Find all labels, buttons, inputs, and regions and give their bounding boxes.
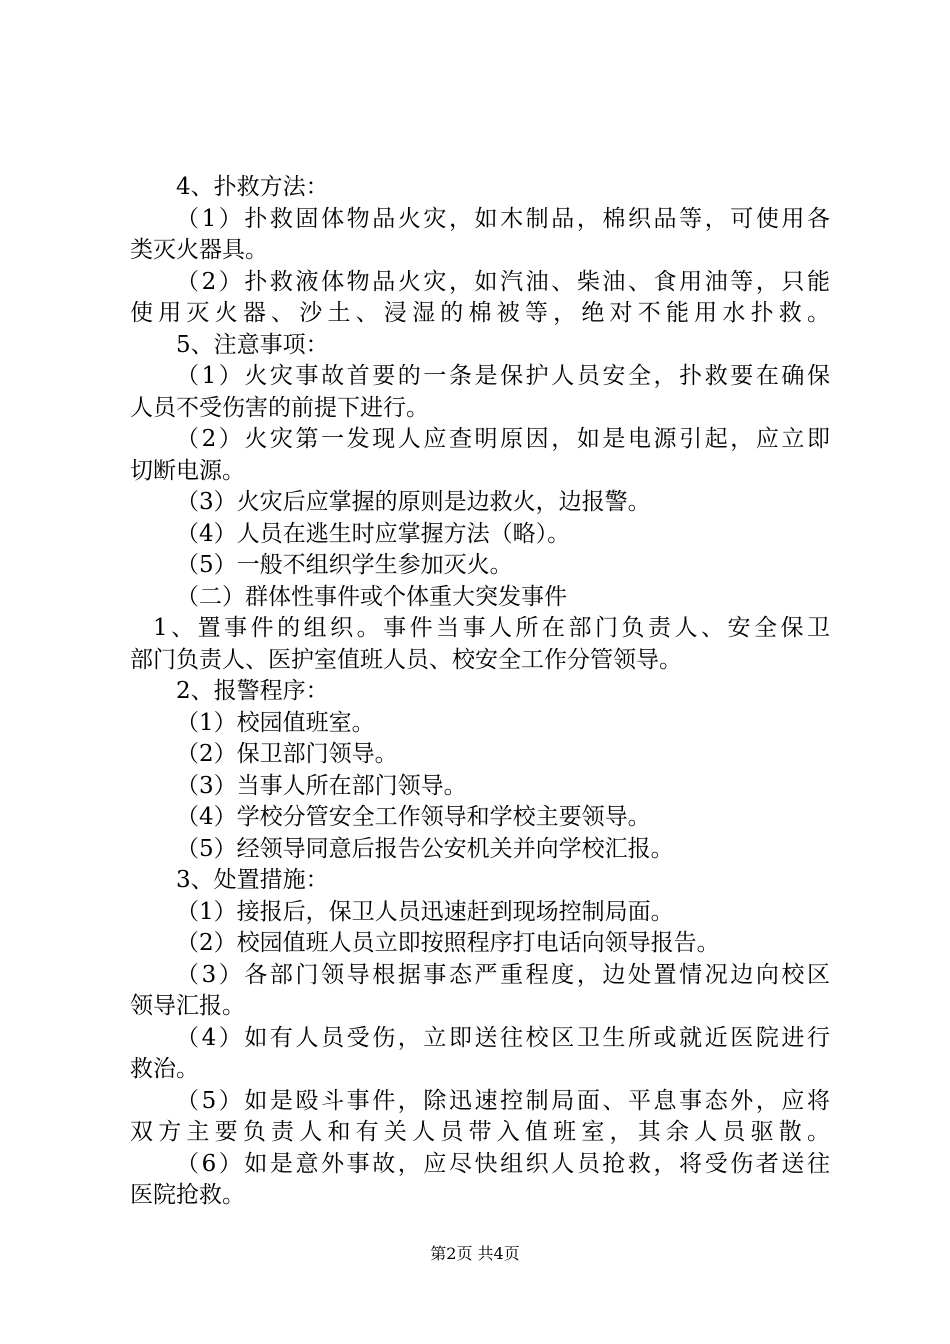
paragraph-line: （1）火灾事故首要的一条是保护人员安全，扑救要在确保 bbox=[176, 363, 830, 389]
list-item: （1）接报后，保卫人员迅速赶到现场控制局面。 bbox=[176, 898, 674, 925]
paragraph-line: （6）如是意外事故，应尽快组织人员抢救，将受伤者送往 bbox=[176, 1150, 830, 1177]
paragraph-line: 救治。 bbox=[130, 1056, 199, 1082]
paragraph-line: 切断电源。 bbox=[130, 457, 245, 484]
paragraph-line: 部门负责人、医护室值班人员、校安全工作分管领导。 bbox=[130, 646, 682, 673]
list-item: （4）学校分管安全工作领导和学校主要领导。 bbox=[176, 804, 651, 830]
paragraph-line: （2）火灾第一发现人应查明原因，如是电源引起，应立即 bbox=[176, 426, 830, 452]
list-item: （5）经领导同意后报告公安机关并向学校汇报。 bbox=[176, 835, 674, 862]
paragraph-line: （4）如有人员受伤，立即送往校区卫生所或就近医院进行 bbox=[176, 1024, 830, 1051]
list-item: （2）保卫部门领导。 bbox=[176, 741, 398, 767]
paragraph-line: 1、置事件的组织。事件当事人所在部门负责人、安全保卫 bbox=[153, 615, 830, 641]
paragraph-line: （5）如是殴斗事件，除迅速控制局面、平息事态外，应将 bbox=[176, 1087, 830, 1114]
paragraph-line: （4）人员在逃生时应掌握方法（略）。 bbox=[176, 520, 571, 547]
paragraph-line: 双方主要负责人和有关人员带入值班室，其余人员驱散。 bbox=[130, 1119, 830, 1145]
section-heading: 4、扑救方法： bbox=[176, 174, 329, 200]
list-item: （2）校园值班人员立即按照程序打电话向领导报告。 bbox=[176, 930, 720, 956]
paragraph-line: 医院抢救。 bbox=[130, 1182, 245, 1208]
paragraph-line: 领导汇报。 bbox=[130, 993, 245, 1019]
paragraph-line: （5）一般不组织学生参加灭火。 bbox=[176, 552, 513, 578]
list-item: （3）当事人所在部门领导。 bbox=[176, 772, 467, 799]
document-body bbox=[130, 172, 830, 1212]
paragraph-line: （1）扑救固体物品火灾，如木制品，棉织品等，可使用各 bbox=[176, 205, 830, 232]
paragraph-line: （3）火灾后应掌握的原则是边救火，边报警。 bbox=[176, 489, 651, 515]
paragraph-line: （2）扑救液体物品火灾，如汽油、柴油、食用油等，只能 bbox=[176, 268, 830, 295]
paragraph-line: 使用灭火器、沙土、浸湿的棉被等，绝对不能用水扑救。 bbox=[130, 300, 830, 326]
page-number-footer: 第2页 共4页 bbox=[430, 1244, 520, 1263]
section-heading: （二）群体性事件或个体重大突发事件 bbox=[176, 583, 567, 610]
section-heading: 2、报警程序： bbox=[176, 678, 329, 704]
paragraph-line: （3）各部门领导根据事态严重程度，边处置情况边向校区 bbox=[176, 961, 830, 988]
list-item: （1）校园值班室。 bbox=[176, 709, 375, 736]
paragraph-line: 类灭火器具。 bbox=[130, 237, 268, 263]
paragraph-line: 人员不受伤害的前提下进行。 bbox=[130, 394, 429, 421]
section-heading: 3、处置措施： bbox=[176, 867, 329, 893]
section-heading: 5、注意事项： bbox=[176, 331, 329, 358]
